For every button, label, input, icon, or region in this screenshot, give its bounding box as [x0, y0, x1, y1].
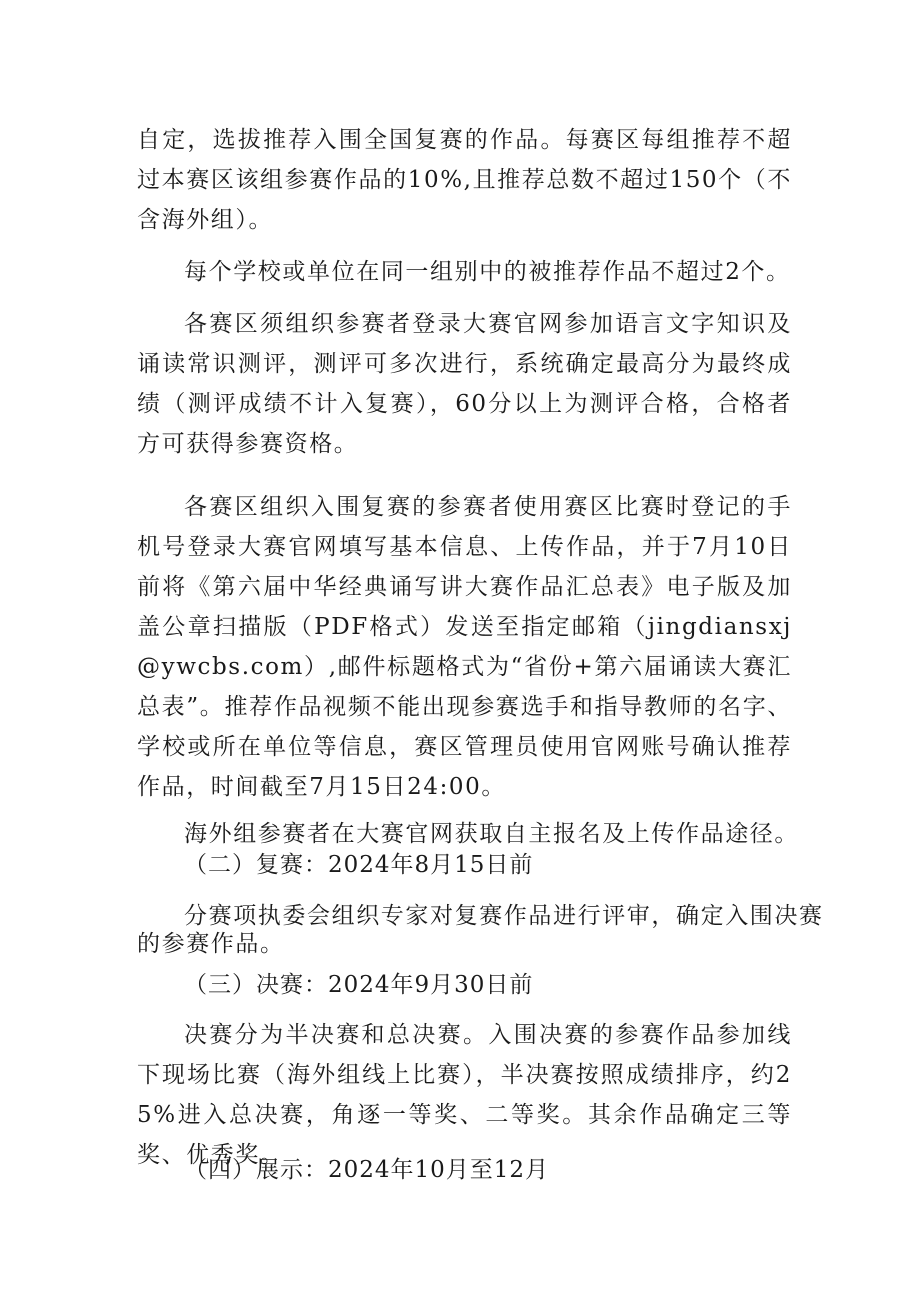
- paragraph-final-rules: 决赛分为半决赛和总决赛。入围决赛的参赛作品参加线下现场比赛（海外组线上比赛），半决赛按照成绩排序，约25%进入总决赛，角逐一等奖、二等奖。其余作品确定三等奖、优秀奖。: [137, 1022, 792, 1168]
- section-heading-showcase: （四）展示：2024年10月至12月: [184, 1157, 550, 1183]
- paragraph-knowledge-test: 各赛区须组织参赛者登录大赛官网参加语言文字知识及诵读常识测评，测评可多次进行，系统确定最高分为最终成绩（测评成绩不计入复赛），60分以上为测评合格，合格者方可获得参赛资格。: [137, 311, 792, 457]
- paragraph-school-limit: 每个学校或单位在同一组别中的被推荐作品不超过2个。: [184, 259, 791, 285]
- section-heading-semifinal-review: （二）复赛：2024年8月15日前: [184, 852, 534, 878]
- paragraph-recommendation-quota: 自定，选拔推荐入围全国复赛的作品。每赛区每组推荐不超过本赛区该组参赛作品的10%,且推荐总数不超过150个（不含海外组）。: [137, 127, 792, 233]
- section-heading-final: （三）决赛：2024年9月30日前: [184, 972, 534, 998]
- paragraph-upload-submission: 各赛区组织入围复赛的参赛者使用赛区比赛时登记的手机号登录大赛官网填写基本信息、上传作品，并于7月10日前将《第六届中华经典诵写讲大赛作品汇总表》电子版及加盖公章扫描版（PDF格式）发送至指定邮箱（jingdiansxj@ywcbs.com）,邮件标题格式为“省份+第六届诵读大赛汇总表”。推荐作品视频不能出现参赛选手和指导教师的名字、学校或所在单位等信息，赛区管理员使用官网账号确认推荐作品，时间截至7月15日24:00。: [137, 494, 792, 800]
- paragraph-review-line-2: 的参赛作品。: [137, 931, 285, 957]
- paragraph-review-line-1: 分赛项执委会组织专家对复赛作品进行评审，确定入围决赛: [184, 903, 824, 929]
- paragraph-overseas-group: 海外组参赛者在大赛官网获取自主报名及上传作品途径。: [184, 821, 799, 847]
